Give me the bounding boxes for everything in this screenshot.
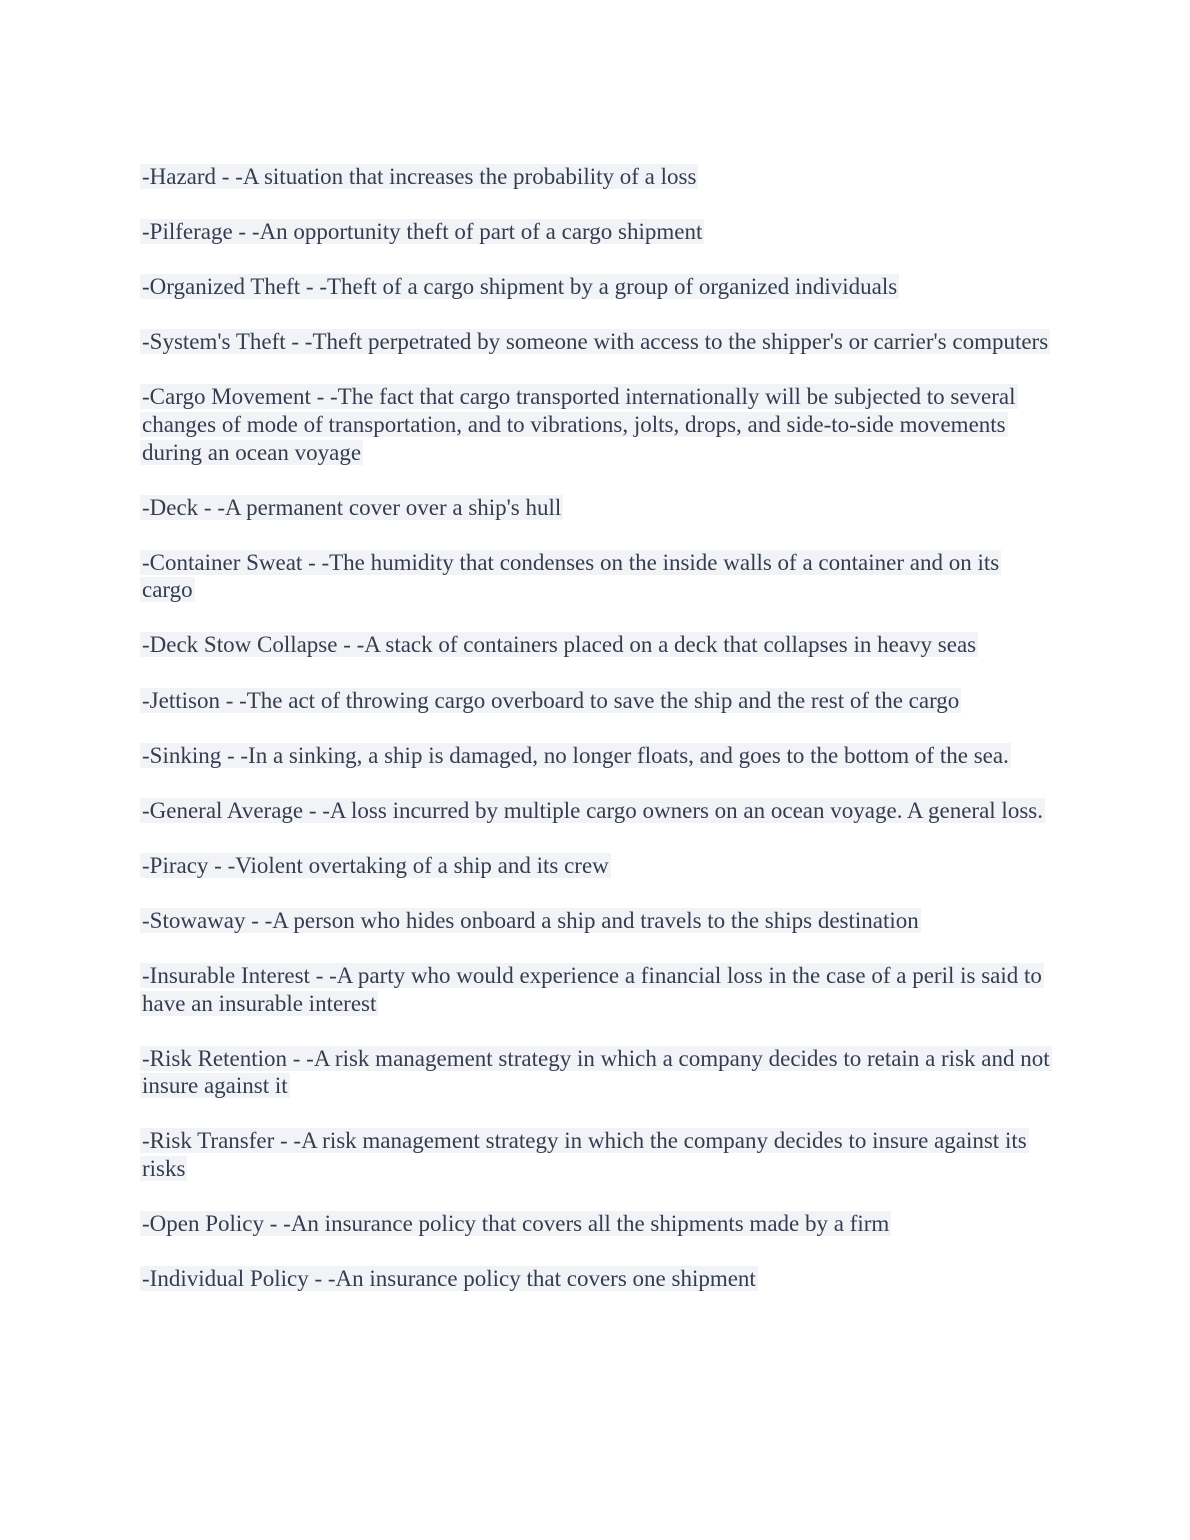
definition-paragraph	[140, 218, 1052, 246]
definition-paragraph	[140, 907, 1052, 935]
definition-paragraph	[140, 328, 1052, 356]
highlighted-text: -Jettison - -The act of throwing cargo overboard to save the ship and the rest of the cargo	[142, 687, 960, 713]
definition-paragraph	[140, 631, 1052, 659]
definition-paragraph	[140, 549, 1052, 604]
definition-paragraph	[140, 273, 1052, 301]
highlighted-text: -Individual Policy - -An insurance policy that covers one shipment	[142, 1266, 756, 1292]
highlighted-text: -Organized Theft - -Theft of a cargo shipment by a group of organized individuals	[142, 274, 898, 300]
highlighted-text: -Pilferage - -An opportunity theft of part of a cargo shipment	[142, 219, 703, 245]
highlighted-text: -Insurable Interest - -A party who would experience a financial loss in the case of a peril is said to have an insurable interest	[142, 963, 1042, 1016]
highlighted-text: -Sinking - -In a sinking, a ship is damaged, no longer floats, and goes to the bottom of the sea.	[142, 742, 1009, 768]
highlighted-text: -Container Sweat - -The humidity that condenses on the inside walls of a container and on its cargo	[142, 549, 1000, 603]
highlighted-text: -Cargo Movement - -The fact that cargo transported internationally will be subjected to several changes of mode of transportation, and to vibrations, jolts, drops, and side-to-side movements during an ocean voyage	[142, 384, 1016, 465]
definition-paragraph	[140, 383, 1052, 466]
definition-paragraph	[140, 742, 1052, 770]
definitions-list	[140, 163, 1052, 1293]
highlighted-text: -General Average - -A loss incurred by multiple cargo owners on an ocean voyage. A general loss.	[142, 797, 1043, 823]
highlighted-text: -Deck Stow Collapse - -A stack of containers placed on a deck that collapses in heavy seas	[142, 632, 977, 658]
definition-paragraph	[140, 852, 1052, 880]
definition-paragraph	[140, 163, 1052, 191]
definition-paragraph	[140, 1127, 1052, 1182]
highlighted-text: -Deck - -A permanent cover over a ship's hull	[142, 494, 562, 520]
highlighted-text: -Hazard - -A situation that increases the probability of a loss	[142, 164, 697, 189]
highlighted-text: -Stowaway - -A person who hides onboard a ship and travels to the ships destination	[142, 907, 919, 933]
highlighted-text: -Risk Retention - -A risk management strategy in which a company decides to retain a risk and not insure against it	[142, 1045, 1050, 1099]
definition-paragraph	[140, 494, 1052, 522]
highlighted-text: -Risk Transfer - -A risk management strategy in which the company decides to insure against its risks	[142, 1128, 1027, 1181]
definition-paragraph	[140, 1045, 1052, 1100]
definition-paragraph	[140, 1210, 1052, 1238]
definition-paragraph	[140, 687, 1052, 715]
highlighted-text: -Piracy - -Violent overtaking of a ship and its crew	[142, 852, 609, 878]
definition-paragraph	[140, 962, 1052, 1017]
highlighted-text: -Open Policy - -An insurance policy that covers all the shipments made by a firm	[142, 1211, 890, 1237]
definition-paragraph	[140, 797, 1052, 825]
definition-paragraph	[140, 1265, 1052, 1293]
highlighted-text: -System's Theft - -Theft perpetrated by someone with access to the shipper's or carrier's computers	[142, 329, 1049, 355]
